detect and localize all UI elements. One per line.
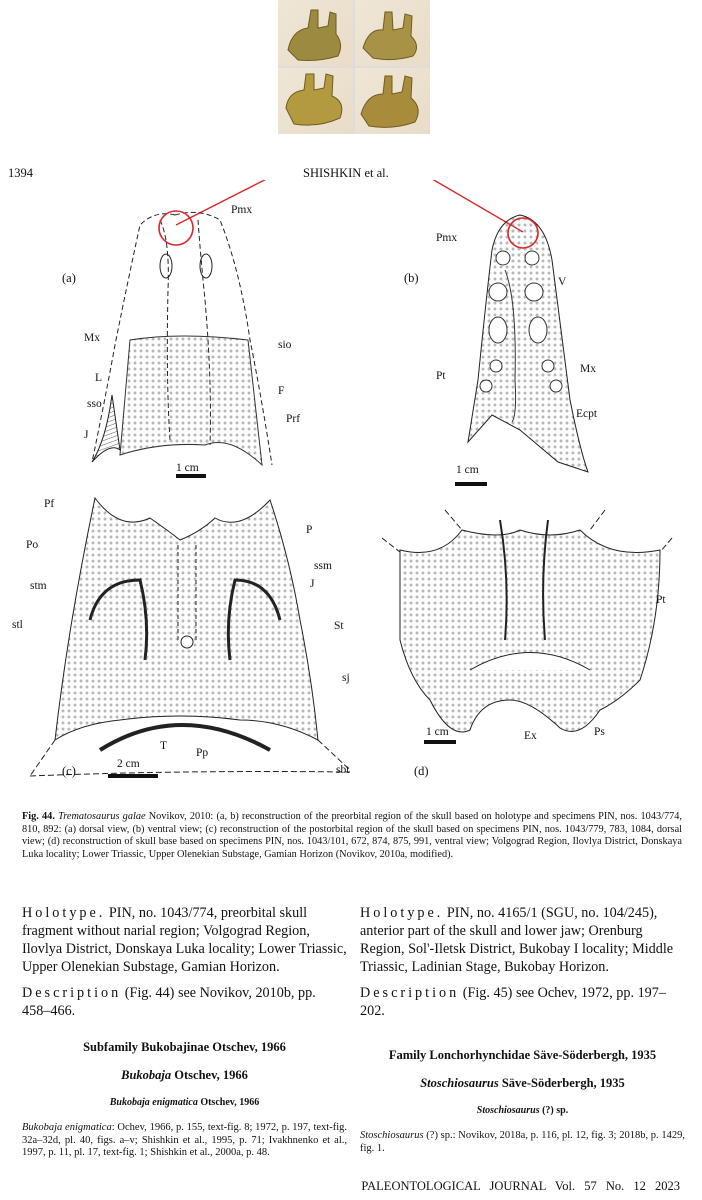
genus-heading (22, 1066, 347, 1084)
panel-label-b: (b) (404, 271, 419, 285)
specimen-photo (355, 0, 430, 66)
caption-label: Fig. 44. (22, 811, 55, 822)
description-paragraph (22, 984, 347, 1020)
synonymy-paragraph (22, 1122, 347, 1160)
label-ps: Ps (594, 726, 605, 738)
label-j-c: J (310, 578, 315, 590)
label-sso: sso (87, 398, 102, 410)
panel-d-skull (382, 510, 672, 732)
label-po: Po (26, 539, 39, 551)
species-heading (22, 1094, 347, 1112)
holotype-heading-right: Holotype. (360, 905, 444, 921)
holotype-paragraph (22, 904, 347, 976)
label-v: V (558, 276, 567, 288)
holotype-paragraph-right (360, 904, 685, 976)
label-sio: sio (278, 339, 292, 351)
description-heading-right: Description (360, 985, 460, 1001)
highlight-circle (159, 211, 193, 245)
genus-author-right: Säve-Söderbergh, 1935 (498, 1076, 625, 1090)
label-pmx-b: Pmx (436, 232, 458, 244)
caption-text: Novikov, 2010: (a, b) reconstruction of the preorbital region of the skull based on holotype and specimens PIN, nos. 1043/774, 810, 892: (a) dorsal view, (b) ventral view; (c) reconstruction of the postorbital region of the skull based on specimens PIN, nos. 1043/779, 783, 1084, dorsal view; (d) reconstruction of skull base based on specimens PIN, nos. 1043/101, 672, 874, 875, 991, ventral view; Volgograd Region, Ilovlya District, Donskaya Luka locality; Lower Triassic, Upper Olenekian Substage, Gamian Horizon (Novikov, 2010a, modified). (22, 811, 683, 860)
holotype-text-right: PIN, no. 4165/1 (SGU, no. 104/245), anterior part of the skull and lower jaw; Orenburg Region, Sol'-Iletsk District, Bukobay I locality; Middle Triassic, Ladinian Stage, Bukobay Horizon. (360, 905, 674, 975)
label-ex: Ex (524, 730, 537, 742)
leader-line (355, 180, 523, 232)
label-pf: Pf (44, 498, 55, 510)
label-mx: Mx (84, 332, 100, 344)
description-text-right: (Fig. 45) see Ochev, 1972, pp. 197–202. (360, 985, 666, 1019)
panel-b-skull (468, 215, 588, 472)
scale-label-a: 1 cm (176, 462, 199, 474)
species-author-right: (?) sp. (539, 1105, 569, 1116)
panel-a-skull (92, 212, 272, 465)
label-stl: stl (12, 619, 23, 631)
synonymy-taxon-right: Stoschiosaurus (360, 1130, 424, 1141)
caption-taxon: Trematosaurus galae (58, 811, 146, 822)
scale-label-b: 1 cm (456, 464, 479, 476)
genus-name: Bukobaja (121, 1068, 172, 1082)
holotype-text: PIN, no. 1043/774, preorbital skull fragment without narial region; Volgograd Region, Ilovlya District, Donskaya Luka locality; Lower Triassic, Upper Olenekian Substage, Gamian Horizon. (22, 905, 347, 975)
panel-label-a: (a) (62, 271, 76, 285)
species-name-right: Stoschiosaurus (476, 1105, 540, 1116)
synonymy-taxon: Bukobaja enigmatica (22, 1122, 112, 1133)
genus-heading-right (360, 1074, 685, 1092)
label-prf: Prf (286, 413, 301, 425)
species-name: Bukobaja enigmatica (109, 1097, 198, 1108)
page-number: 1394 (8, 166, 33, 180)
label-sbt: sbt (336, 764, 350, 776)
label-sj: sj (342, 672, 350, 684)
genus-author: Otschev, 1966 (171, 1068, 248, 1082)
holotype-heading: Holotype. (22, 905, 106, 921)
specimen-photos (278, 0, 430, 134)
label-j: J (84, 429, 89, 441)
genus-name-right: Stoschiosaurus (420, 1076, 499, 1090)
label-l: L (95, 372, 103, 384)
scale-label-c: 2 cm (117, 758, 140, 770)
label-f: F (278, 385, 285, 397)
synonymy-text-right: (?) sp.: Novikov, 2018a, p. 116, pl. 12, fig. 3; 2018b, p. 1429, fig. 1. (360, 1130, 685, 1154)
label-pp: Pp (196, 747, 209, 759)
figure-44-drawing (0, 180, 702, 800)
label-mx-b: Mx (580, 363, 596, 375)
left-column (22, 904, 347, 1168)
specimen-photo (355, 68, 430, 134)
label-p: P (306, 524, 313, 536)
family-heading: Family Lonchorhynchidae Säve-Söderbergh, 1935 (388, 1048, 657, 1062)
label-pmx: Pmx (231, 204, 253, 216)
label-ssm: ssm (314, 560, 332, 572)
label-ecpt: Ecpt (576, 408, 598, 420)
description-text: (Fig. 44) see Novikov, 2010b, pp. 458–466. (22, 985, 316, 1019)
description-heading: Description (22, 985, 122, 1001)
synonymy-paragraph-right (360, 1130, 685, 1155)
label-pt-d: Pt (656, 594, 666, 606)
figure-caption (22, 811, 682, 861)
species-author: Otschev, 1966 (197, 1097, 260, 1108)
label-stm: stm (30, 580, 47, 592)
panel-c-skull (30, 498, 350, 776)
specimen-photo (278, 68, 353, 134)
running-head: SHISHKIN et al. (303, 166, 389, 180)
label-st: St (334, 620, 344, 632)
label-t: T (160, 740, 168, 752)
species-heading-right (360, 1102, 685, 1120)
label-pt: Pt (436, 370, 446, 382)
journal-footer: PALEONTOLOGICAL JOURNAL Vol. 57 No. 12 2023 (361, 1179, 680, 1193)
leader-line (176, 180, 355, 225)
right-column (360, 904, 685, 1163)
synonymy-text: : Ochev, 1966, p. 155, text-fig. 8; 1972, p. 197, text-fig. 32a–32d, pl. 40, figs. a–v; Shishkin et al., 1995, p. 71; Ivakhnenko et al., 1997, p. 11, pl. 17, text-fig. 1; Shishkin et al., 2000a, p. 48. (22, 1122, 347, 1158)
panel-label-c: (c) (62, 764, 76, 778)
scale-label-d: 1 cm (426, 726, 449, 738)
panel-label-d: (d) (414, 764, 429, 778)
subfamily-heading: Subfamily Bukobajinae Otschev, 1966 (83, 1040, 286, 1054)
description-paragraph-right (360, 984, 685, 1020)
specimen-photo (278, 0, 353, 66)
